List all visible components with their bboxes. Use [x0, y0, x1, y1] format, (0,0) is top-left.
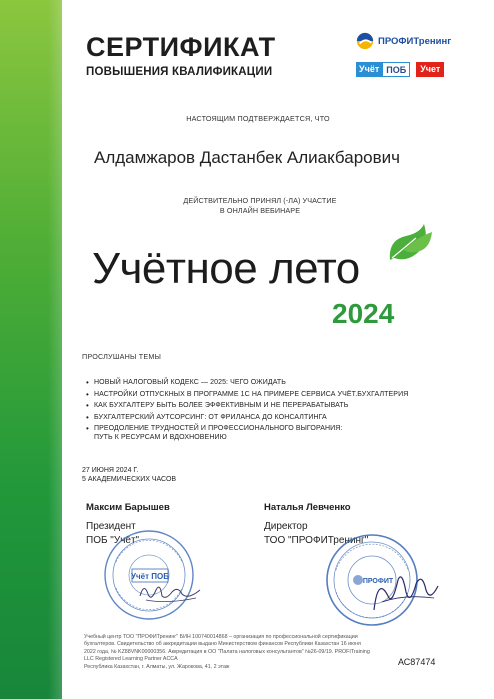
leaf-icon	[386, 222, 434, 262]
topic-item	[86, 390, 416, 399]
topic-text: • НОВЫЙ НАЛОГОВЫЙ КОДЕКС — 2025: ЧЕГО ОЖИДАТЬ	[94, 379, 286, 386]
signatory-1-name: Максим Барышев	[86, 502, 170, 513]
signatory-2-position: Директор	[264, 521, 308, 532]
participation-line-1: ДЕЙСТВИТЕЛЬНО ПРИНЯЛ (-ЛА) УЧАСТИЕ	[183, 196, 337, 205]
event-name: Учётное лето	[92, 244, 360, 293]
green-side-bar	[0, 0, 62, 699]
signatory-2-organization: ТОО "ПРОФИТренинг"	[264, 535, 369, 546]
event-date: 27 ИЮНЯ 2024 Г.	[82, 467, 139, 474]
brand-name: ПРОФИТренинг	[378, 35, 452, 47]
certificate-subtitle: ПОВЫШЕНИЯ КВАЛИФИКАЦИИ	[86, 66, 273, 78]
topic-item	[86, 401, 416, 410]
partner-logos	[356, 62, 444, 77]
uchet-logo: Учет	[416, 62, 444, 77]
right-stamp-text: ПРОФИТ	[362, 578, 394, 585]
profitrening-brand	[356, 32, 451, 50]
signatory-2-name: Наталья Левченко	[264, 502, 351, 513]
participation-line-2: В ОНЛАЙН ВЕБИНАРЕ	[219, 206, 301, 215]
participation-text	[180, 196, 340, 216]
signatory-1-position: Президент	[86, 521, 136, 532]
academic-hours: 5 АКАДЕМИЧЕСКИХ ЧАСОВ	[82, 476, 177, 483]
footer-line: 2022 года, № KZ88VNK00000356. Аккредитация в ОО "Палата налоговых консультантов" №26-09/19. PROFITraining	[84, 648, 370, 655]
recipient-name: Алдамжаров Дастанбек Алиакбарович	[94, 148, 400, 167]
topic-text: • НАСТРОЙКИ ОТПУСКНЫХ В ПРОГРАММЕ 1С НА ПРИМЕРЕ СЕРВИСА УЧЁТ.БУХГАЛТЕРИЯ	[94, 390, 409, 398]
footer-line: Учебный центр ТОО "ПРОФИТренинг" БИН 100740014868 – организация по профессиональной сертификации	[84, 634, 358, 640]
footer-line: LLC Registered Learning Partner ACCA	[84, 656, 178, 663]
confirm-text-row	[0, 114, 494, 123]
uchet-pob-logo-part1: Учёт	[356, 62, 382, 77]
signatory-2-signature	[368, 566, 440, 616]
topic-text-continued: ПУТЬ К РЕСУРСАМ И ВДОХНОВЕНИЮ	[94, 434, 227, 442]
confirm-text: НАСТОЯЩИМ ПОДТВЕРЖДАЕТСЯ, ЧТО	[186, 114, 330, 123]
uchet-pob-logo	[356, 62, 410, 77]
topics-label: ПРОСЛУШАНЫ ТЕМЫ	[82, 352, 162, 361]
signatory-1-organization: ПОБ "Учёт"	[86, 535, 140, 546]
certificate-serial-number: АС87474	[398, 657, 436, 667]
topic-text: • КАК БУХГАЛТЕРУ БЫТЬ БОЛЕЕ ЭФФЕКТИВНЫМ И НЕ ПЕРЕРАБАТЫВАТЬ	[94, 402, 349, 410]
certificate-title: СЕРТИФИКАТ	[86, 32, 276, 62]
footer-line: Республика Казахстан, г. Алматы, ул. Жарокова, 41, 2 этаж	[84, 663, 230, 670]
topic-item	[86, 413, 416, 422]
topics-list	[86, 378, 416, 445]
topic-text: • БУХГАЛТЕРСКИЙ АУТСОРСИНГ: ОТ ФРИЛАНСА ДО КОНСАЛТИНГА	[94, 413, 327, 421]
topic-text: • ПРЕОДОЛЕНИЕ ТРУДНОСТЕЙ И ПРОФЕССИОНАЛЬНОГО ВЫГОРАНИЯ:	[94, 425, 343, 433]
date-and-hours	[82, 466, 176, 484]
profitrening-logo-icon	[356, 32, 374, 50]
pob-uchet-stamp-seal	[102, 528, 196, 622]
event-year: 2024	[332, 298, 395, 329]
left-stamp-text: Учёт ПОБ	[131, 572, 169, 581]
uchet-pob-logo-part2: ПОБ	[382, 62, 410, 77]
footer-line: бухгалтеров. Свидетельство об аккредитации выдано Министерством финансов Республики Казахстан 16 июня	[84, 641, 361, 648]
topic-item	[86, 424, 416, 442]
footer-legal-text	[84, 634, 424, 671]
signatory-1-signature	[138, 578, 202, 606]
topic-item	[86, 378, 416, 387]
